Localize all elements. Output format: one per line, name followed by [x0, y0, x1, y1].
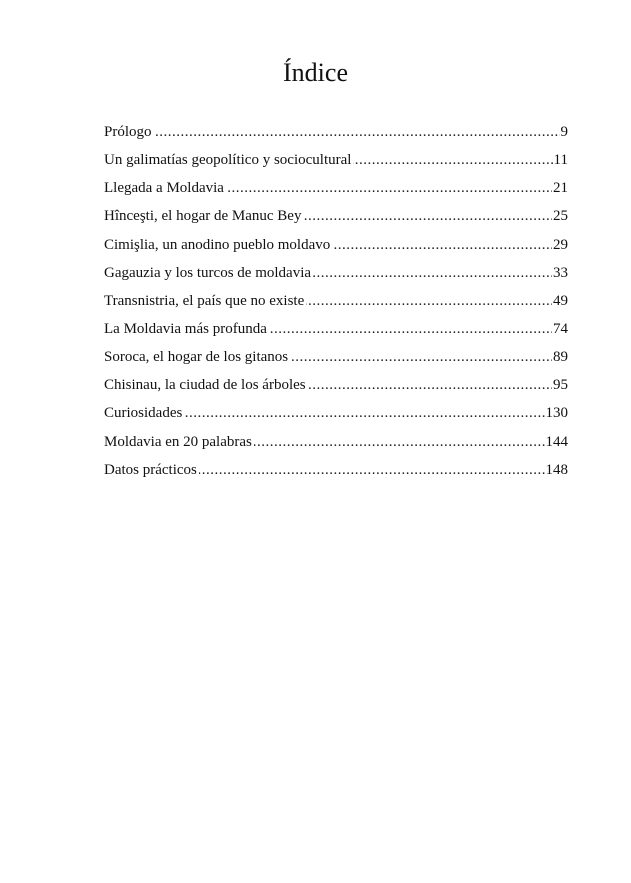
toc-entry-title: Chisinau, la ciudad de los árboles [104, 377, 306, 394]
toc-entry-page: 148 [545, 456, 569, 484]
toc-entry-title: La Moldavia más profunda [104, 320, 267, 337]
toc-entry-title: Moldavia en 20 palabras [104, 433, 252, 450]
toc-entry-soroca [104, 343, 568, 371]
toc-entry-prologo [104, 118, 568, 146]
page-title: Índice [283, 58, 348, 87]
toc-entry-llegada [104, 174, 568, 202]
toc-entry-title: Llegada a Moldavia [104, 180, 224, 197]
toc-entry-page: 130 [545, 399, 569, 427]
toc-entry-page: 95 [552, 371, 568, 399]
toc-entry-hincesti [104, 202, 568, 230]
toc-entry-page: 89 [552, 343, 568, 371]
toc-entry-page: 33 [552, 259, 568, 287]
dot-leader [104, 118, 568, 146]
toc-entry-page: 21 [552, 174, 568, 202]
toc-entry-moldavia-profunda [104, 315, 568, 343]
toc-entry-gagauzia [104, 259, 568, 287]
toc-entry-page: 74 [552, 315, 568, 343]
toc-entry-20-palabras [104, 428, 568, 456]
toc-entry-datos-practicos [104, 456, 568, 484]
toc-entry-title: Curiosidades [104, 405, 183, 422]
toc-entry-page: 49 [552, 287, 568, 315]
toc-entry-curiosidades [104, 399, 568, 427]
toc-entry-title: Un galimatías geopolítico y sociocultural [104, 152, 352, 169]
toc-entry-cimislia [104, 231, 568, 259]
toc-entry-title: Hînceşti, el hogar de Manuc Bey [104, 208, 302, 225]
toc-entry-page: 144 [545, 428, 569, 456]
toc-entry-title: Gagauzia y los turcos de moldavia [104, 264, 312, 281]
toc-entry-page: 25 [552, 202, 568, 230]
toc-entry-galimatias [104, 146, 568, 174]
toc-entry-title: Soroca, el hogar de los gitanos [104, 349, 289, 366]
toc-entry-title: Transnistria, el país que no existe [104, 292, 305, 309]
toc-entry-page: 9 [560, 118, 569, 146]
toc-entry-chisinau [104, 371, 568, 399]
table-of-contents [104, 118, 568, 484]
toc-entry-transnistria [104, 287, 568, 315]
toc-entry-page: 29 [552, 231, 568, 259]
toc-entry-title: Datos prácticos [104, 461, 197, 478]
toc-entry-title: Cimişlia, un anodino pueblo moldavo [104, 236, 331, 253]
toc-entry-page: 11 [553, 146, 568, 174]
toc-entry-title: Prólogo [104, 124, 152, 140]
